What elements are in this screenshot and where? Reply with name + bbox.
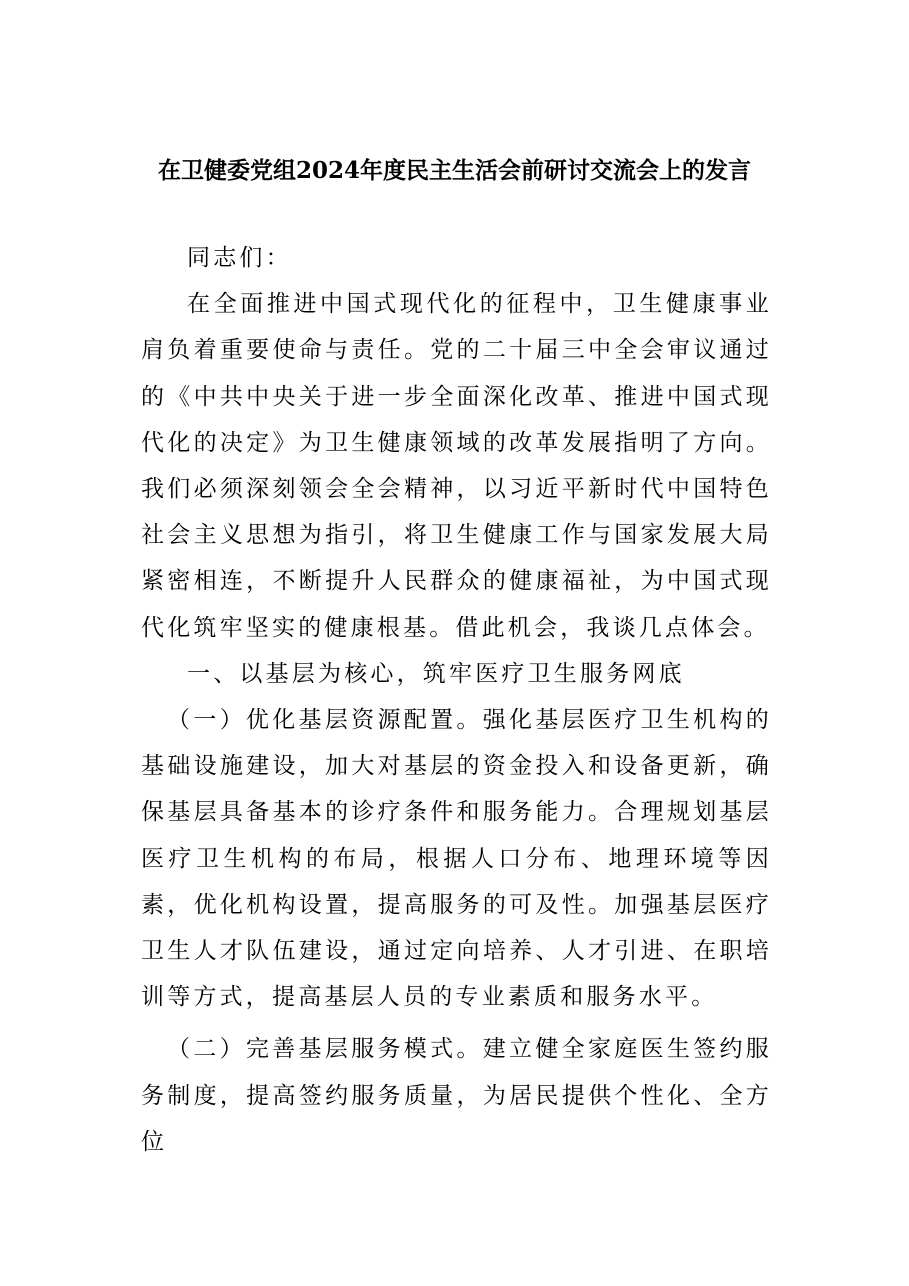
paragraph-subsection-2: （二）完善基层服务模式。建立健全家庭医生签约服务制度，提高签约服务质量，为居民提供个性化、全方位 <box>141 1036 772 1155</box>
paragraph-subsection-1: （一）优化基层资源配置。强化基层医疗卫生机构的基础设施建设，加大对基层的资金投入和设备更新，确保基层具备基本的诊疗条件和服务能力。合理规划基层医疗卫生机构的布局，根据人口分布、地理环境等因素，优化机构设置，提高服务的可及性。加强基层医疗卫生人才队伍建设，通过定向培养、人才引进、在职培训等方式，提高基层人员的专业素质和服务水平。 <box>141 707 772 1011</box>
document-body <box>141 235 772 1165</box>
paragraph-intro: 在全面推进中国式现代化的征程中，卫生健康事业肩负着重要使命与责任。党的二十届三中全会审议通过的《中共中央关于进一步全面深化改革、推进中国式现代化的决定》为卫生健康领域的改革发展指明了方向。我们必须深刻领会全会精神，以习近平新时代中国特色社会主义思想为指引，将卫生健康工作与国家发展大局紧密相连，不断提升人民群众的健康福祉，为中国式现代化筑牢坚实的健康根基。借此机会，我谈几点体会。 <box>141 291 772 641</box>
salutation: 同志们： <box>187 245 292 271</box>
document-title: 在卫健委党组2024年度民主生活会前研讨交流会上的发言 <box>157 157 751 184</box>
section-heading-1: 一、以基层为核心，筑牢医疗卫生服务网底 <box>187 660 685 687</box>
